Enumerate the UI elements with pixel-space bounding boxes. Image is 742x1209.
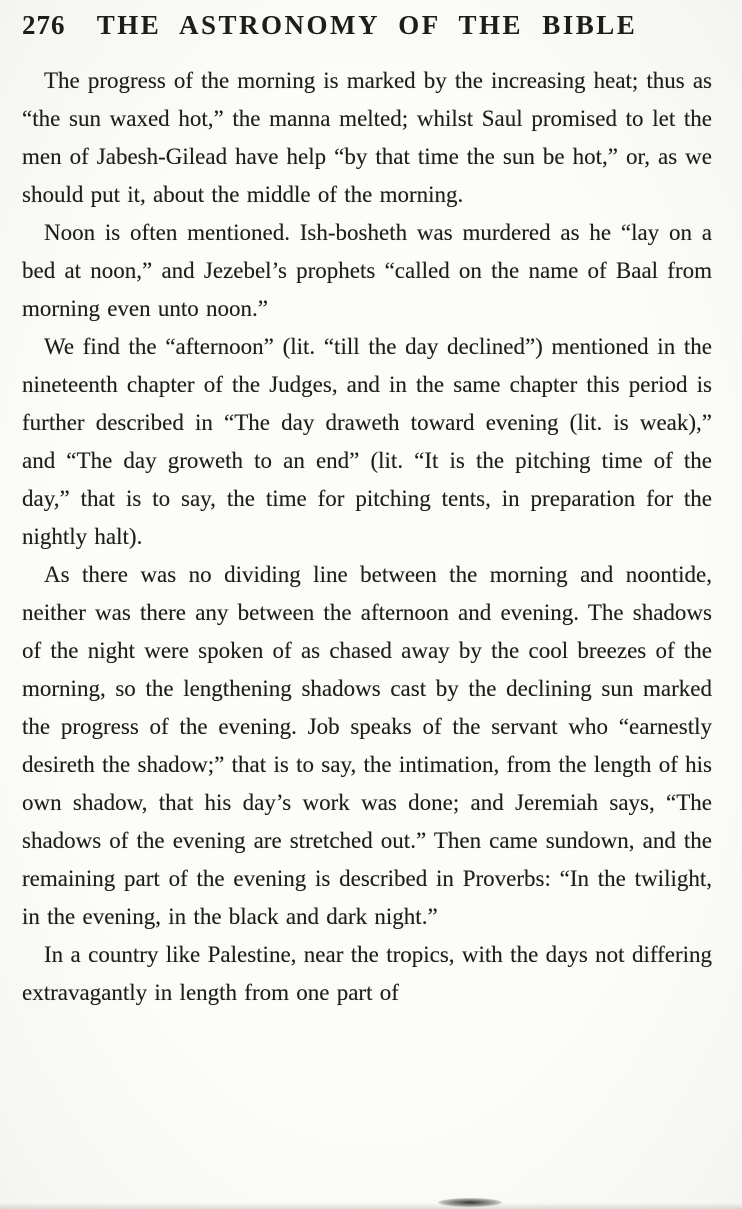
- paragraph: Noon is often mentioned. Ish-bosheth was murdered as he “lay on a bed at noon,” and Jezebel’s prophets “called on the name of Baal from morning even unto noon.”: [22, 220, 712, 321]
- page-body: [22, 62, 712, 1012]
- paragraph: As there was no dividing line between the morning and noontide, neither was there any between the afternoon and evening. The shadows of the night were spoken of as chased away by the cool breezes of the morning, so the lengthening shadows cast by the declining sun marked the progress of the evening. Job speaks of the servant who “earnestly desireth the shadow;” that is to say, the intimation, from the length of his own shadow, that his day’s work was done; and Jeremiah says, “The shadows of the evening are stretched out.” Then came sundown, and the remaining part of the evening is described in Proverbs: “In the twilight, in the evening, in the black and dark night.”: [22, 562, 712, 929]
- paragraph: We find the “afternoon” (lit. “till the day declined”) mentioned in the nineteenth chapter of the Judges, and in the same chapter this period is further described in “The day draweth toward evening (lit. is weak),” and “The day groweth to an end” (lit. “It is the pitching time of the day,” that is to say, the time for pitching tents, in preparation for the nightly halt).: [22, 334, 712, 549]
- running-title: THE ASTRONOMY OF THE BIBLE: [96, 10, 638, 40]
- paragraph: The progress of the morning is marked by the increasing heat; thus as “the sun waxed hot,” the manna melted; whilst Saul promised to let the men of Jabesh-Gilead have help “by that time the sun be hot,” or, as we should put it, about the middle of the morning.: [22, 68, 712, 207]
- paragraph: In a country like Palestine, near the tropics, with the days not differing extravagantly in length from one part of: [22, 942, 712, 1005]
- page-number: 276: [22, 10, 66, 40]
- page-header: [22, 10, 712, 54]
- scan-artifact-edge: [0, 1203, 742, 1209]
